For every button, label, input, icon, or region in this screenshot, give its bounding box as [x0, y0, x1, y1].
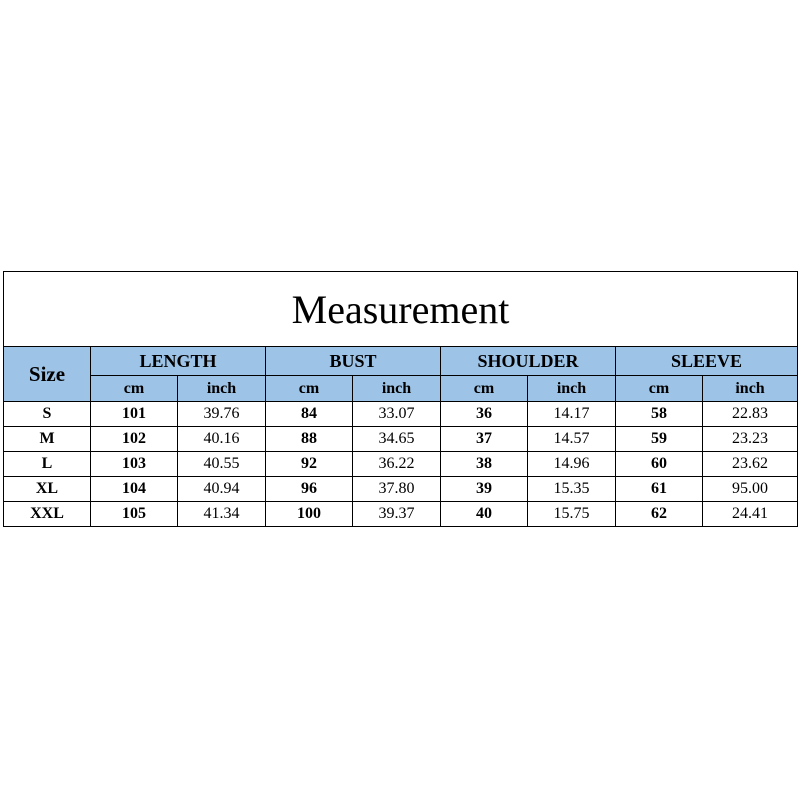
- measurement-sheet: [3, 271, 797, 529]
- shoulder-inch-cell: 14.17: [528, 402, 616, 427]
- shoulder-cm-cell: 39: [441, 477, 528, 502]
- shoulder-inch-cell: 15.75: [528, 502, 616, 527]
- size-column-header: Size: [4, 347, 91, 402]
- shoulder-cm-cell: 36: [441, 402, 528, 427]
- sleeve-cm-cell: 62: [616, 502, 703, 527]
- table-row: [4, 402, 798, 427]
- bust-cm-cell: 88: [266, 427, 353, 452]
- unit-header-length-inch: inch: [178, 376, 266, 402]
- bust-inch-cell: 37.80: [353, 477, 441, 502]
- bust-cm-cell: 96: [266, 477, 353, 502]
- unit-header-bust-inch: inch: [353, 376, 441, 402]
- size-cell: S: [4, 402, 91, 427]
- sleeve-cm-cell: 61: [616, 477, 703, 502]
- length-inch-cell: 40.16: [178, 427, 266, 452]
- length-inch-cell: 40.94: [178, 477, 266, 502]
- group-header-bust: BUST: [266, 347, 441, 376]
- length-cm-cell: 102: [91, 427, 178, 452]
- shoulder-cm-cell: 40: [441, 502, 528, 527]
- size-cell: L: [4, 452, 91, 477]
- length-cm-cell: 103: [91, 452, 178, 477]
- sleeve-inch-cell: 23.62: [703, 452, 798, 477]
- length-inch-cell: 39.76: [178, 402, 266, 427]
- unit-header-shoulder-cm: cm: [441, 376, 528, 402]
- unit-header-row: [4, 376, 798, 402]
- shoulder-inch-cell: 14.96: [528, 452, 616, 477]
- unit-header-sleeve-cm: cm: [616, 376, 703, 402]
- shoulder-cm-cell: 38: [441, 452, 528, 477]
- size-cell: XXL: [4, 502, 91, 527]
- group-header-shoulder: SHOULDER: [441, 347, 616, 376]
- bust-inch-cell: 39.37: [353, 502, 441, 527]
- table-row: [4, 477, 798, 502]
- table-row: [4, 452, 798, 477]
- length-cm-cell: 101: [91, 402, 178, 427]
- unit-header-length-cm: cm: [91, 376, 178, 402]
- sleeve-cm-cell: 58: [616, 402, 703, 427]
- shoulder-cm-cell: 37: [441, 427, 528, 452]
- sleeve-inch-cell: 24.41: [703, 502, 798, 527]
- size-cell: M: [4, 427, 91, 452]
- size-chart-table: [3, 271, 798, 527]
- bust-cm-cell: 100: [266, 502, 353, 527]
- unit-header-bust-cm: cm: [266, 376, 353, 402]
- table-title: Measurement: [4, 272, 798, 347]
- length-inch-cell: 41.34: [178, 502, 266, 527]
- shoulder-inch-cell: 14.57: [528, 427, 616, 452]
- bust-inch-cell: 34.65: [353, 427, 441, 452]
- group-header-sleeve: SLEEVE: [616, 347, 798, 376]
- shoulder-inch-cell: 15.35: [528, 477, 616, 502]
- bust-cm-cell: 84: [266, 402, 353, 427]
- sleeve-inch-cell: 22.83: [703, 402, 798, 427]
- table-row: [4, 502, 798, 527]
- table-row: [4, 427, 798, 452]
- sleeve-inch-cell: 23.23: [703, 427, 798, 452]
- bust-inch-cell: 36.22: [353, 452, 441, 477]
- group-header-length: LENGTH: [91, 347, 266, 376]
- sleeve-cm-cell: 60: [616, 452, 703, 477]
- bust-cm-cell: 92: [266, 452, 353, 477]
- group-header-row: [4, 347, 798, 376]
- bust-inch-cell: 33.07: [353, 402, 441, 427]
- unit-header-sleeve-inch: inch: [703, 376, 798, 402]
- length-cm-cell: 105: [91, 502, 178, 527]
- size-cell: XL: [4, 477, 91, 502]
- length-inch-cell: 40.55: [178, 452, 266, 477]
- sleeve-inch-cell: 95.00: [703, 477, 798, 502]
- unit-header-shoulder-inch: inch: [528, 376, 616, 402]
- sleeve-cm-cell: 59: [616, 427, 703, 452]
- length-cm-cell: 104: [91, 477, 178, 502]
